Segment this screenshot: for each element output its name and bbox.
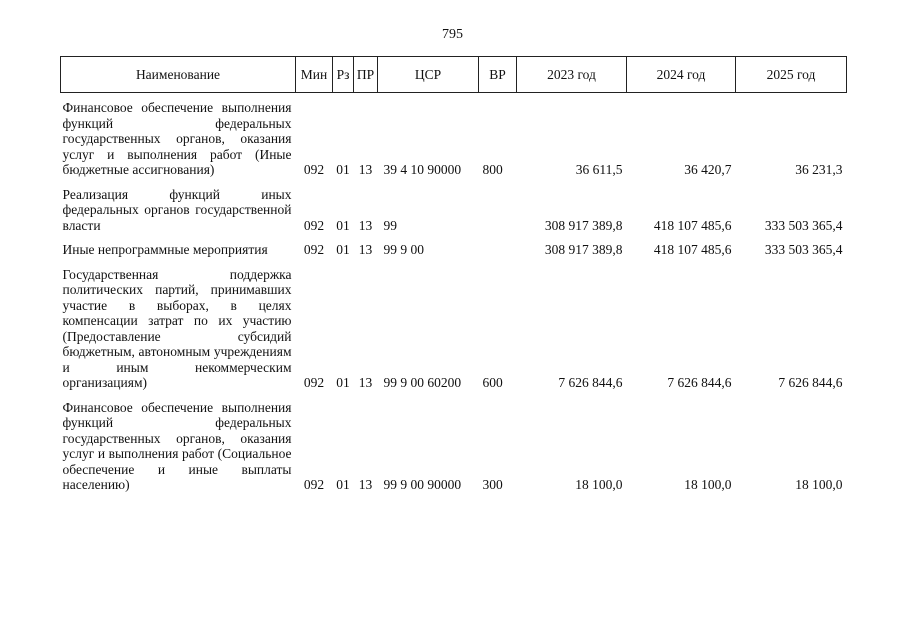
row-2025: 333 503 365,4: [764, 217, 843, 233]
row-pr: 13: [358, 162, 373, 177]
row-name: Финансовое обеспечение выполнения функций федеральных государственных органов, оказания услуг и выполнения работ (Иные бюджетные ассигнования): [62, 100, 292, 177]
row-2025: 36 231,3: [795, 162, 843, 177]
header-2024: 2024 год: [627, 57, 736, 93]
table-row: [61, 93, 847, 178]
row-2023: 7 626 844,6: [558, 375, 623, 390]
header-rz: Рз: [333, 57, 354, 93]
row-2023: 308 917 389,8: [544, 242, 623, 257]
row-2024: 418 107 485,6: [653, 242, 732, 257]
table-row: [61, 178, 847, 234]
row-2023: 18 100,0: [575, 477, 623, 492]
row-pr: 13: [358, 375, 373, 390]
header-min: Мин: [296, 57, 333, 93]
row-min: 092: [303, 217, 325, 233]
row-vr: 600: [482, 375, 503, 390]
row-min: 092: [303, 162, 325, 177]
header-2023: 2023 год: [517, 57, 627, 93]
table-body: [61, 93, 847, 493]
row-2025: 333 503 365,4: [764, 242, 843, 257]
header-vr: ВР: [479, 57, 517, 93]
row-2024: 18 100,0: [684, 477, 732, 492]
row-vr: [479, 233, 517, 258]
row-min: 092: [303, 375, 325, 390]
table-row: [61, 258, 847, 391]
row-rz: 01: [336, 242, 350, 257]
table-row: [61, 391, 847, 493]
row-min: 092: [303, 477, 325, 492]
row-vr: [479, 178, 517, 234]
header-name: Наименование: [61, 57, 296, 93]
row-csr: 99 9 00 90000: [383, 477, 462, 492]
row-min: 092: [303, 242, 325, 257]
row-2025: 7 626 844,6: [778, 375, 843, 390]
header-pr: ПР: [354, 57, 378, 93]
table-row: [61, 233, 847, 258]
row-name: Реализация функций иных федеральных органов государственной власти: [62, 186, 292, 233]
header-2025: 2025 год: [736, 57, 847, 93]
row-pr: 13: [358, 477, 373, 492]
row-rz: 01: [336, 162, 350, 177]
row-csr: 99 9 00 60200: [383, 375, 462, 390]
row-name: Иные непрограммные мероприятия: [62, 242, 268, 257]
row-name: Финансовое обеспечение выполнения функций федеральных государственных органов, оказания услуг и выполнения работ (Социальное обеспечение и иные выплаты населению): [62, 399, 292, 492]
row-vr: 800: [482, 162, 503, 177]
page-number: 795: [442, 27, 463, 42]
row-rz: 01: [336, 477, 350, 492]
header-row: [61, 57, 847, 93]
row-csr: 39 4 10 90000: [383, 162, 462, 177]
budget-table: [60, 56, 847, 493]
row-2023: 308 917 389,8: [544, 217, 623, 233]
row-csr: 99 9 00: [383, 242, 424, 257]
row-vr: 300: [482, 477, 503, 492]
row-2023: 36 611,5: [575, 162, 623, 177]
row-pr: 13: [358, 242, 373, 257]
row-rz: 01: [336, 375, 350, 390]
row-2024: 418 107 485,6: [653, 217, 732, 233]
header-csr: ЦСР: [378, 57, 479, 93]
row-name: Государственная поддержка политических партий, принимавших участие в выборах, в целях компенсации затрат по их участию (Предоставление субсидий бюджетным, автономным учреждениям и иным некоммерческим организациям): [62, 266, 292, 390]
table-header: [61, 57, 847, 93]
row-2025: 18 100,0: [795, 477, 843, 492]
row-csr: 99: [383, 217, 397, 233]
row-rz: 01: [336, 217, 350, 233]
row-2024: 7 626 844,6: [667, 375, 732, 390]
row-pr: 13: [358, 217, 373, 233]
row-2024: 36 420,7: [684, 162, 732, 177]
